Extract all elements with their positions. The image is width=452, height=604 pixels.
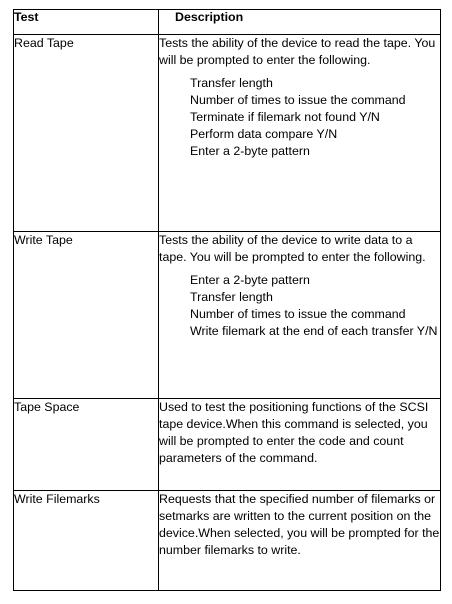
table-row [14,35,441,232]
test-name: Read Tape [14,35,159,232]
description-text: Requests that the specified number of filemarks or setmarks are written to the current position on the device.When selected, you will be prompted for the number filemarks to write. [159,492,440,557]
prompt-item: Transfer length [190,76,273,90]
prompt-item: Write filemark at the end of each transfer Y/N [190,324,438,338]
test-description [159,232,441,399]
test-description [159,491,441,591]
table-row [14,491,441,591]
test-description [159,35,441,232]
prompt-item: Number of times to issue the command [190,93,406,107]
description-text: Used to test the positioning functions of the SCSI tape device.When this command is selected, you will be prompted to enter the code and count parameters of the command. [159,400,429,465]
test-name: Write Tape [14,232,159,399]
prompt-item: Perform data compare Y/N [190,127,338,141]
prompt-item: Enter a 2-byte pattern [190,144,310,158]
test-description [159,399,441,491]
prompt-item: Transfer length [190,290,273,304]
prompt-list [159,272,440,340]
prompt-list [159,75,440,160]
prompt-item: Number of times to issue the command [190,307,406,321]
description-text: Tests the ability of the device to write data to a tape. You will be prompted to enter the following. [159,233,426,264]
table-row [14,232,441,399]
test-description-table [13,9,441,591]
prompt-item: Terminate if filemark not found Y/N [190,110,380,124]
description-text: Tests the ability of the device to read the tape. You will be prompted to enter the following. [159,36,436,67]
header-description: Description [159,10,441,35]
test-name: Write Filemarks [14,491,159,591]
test-name: Tape Space [14,399,159,491]
prompt-item: Enter a 2-byte pattern [190,273,310,287]
table-row [14,399,441,491]
table-header-row [14,10,441,35]
header-test: Test [14,10,159,35]
